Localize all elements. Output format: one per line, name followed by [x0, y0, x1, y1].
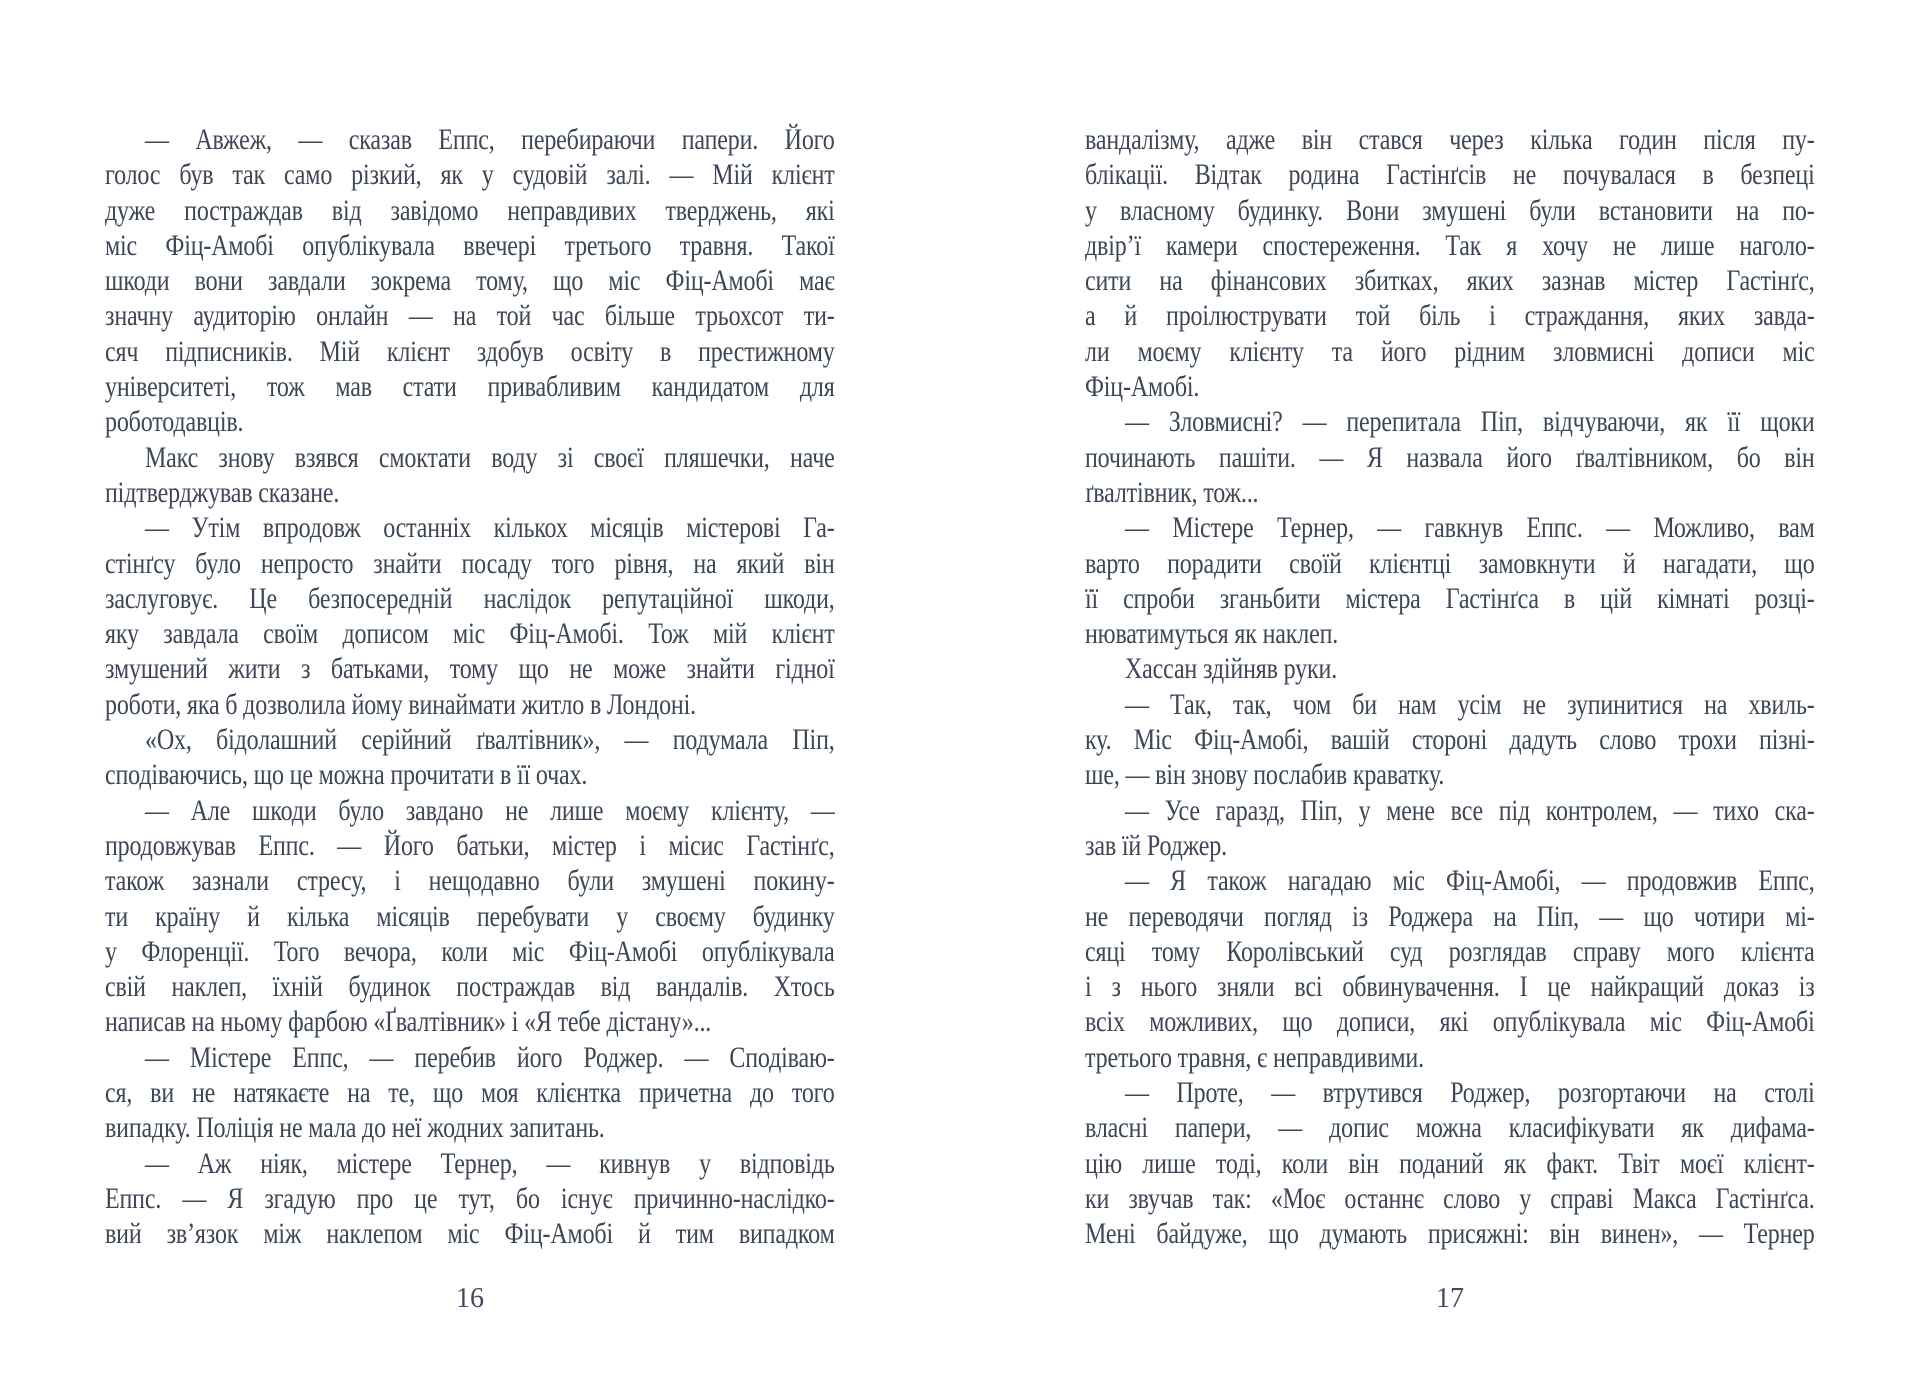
text-line: ки звучав так: «Моє останнє слово у справі Макса Гастінґса. — [1085, 1181, 1815, 1215]
text-line: Еппс. — Я згадую про це тут, бо існує причинно-наслідко- — [105, 1181, 835, 1215]
text-line: міс Фіц-Амобі опублікувала ввечері третього травня. Такої — [105, 228, 835, 262]
text-line: написав на ньому фарбою «Ґвалтівник» і «Я тебе дістану»... — [105, 1005, 712, 1039]
text-line: її спроби зганьбити містера Гастінґса в цій кімнаті розці- — [1085, 581, 1815, 615]
text-line: — Я також нагадаю міс Фіц-Амобі, — продовжив Еппс, — [1125, 864, 1815, 898]
text-line: блікації. Відтак родина Гастінґсів не почувалася в безпеці — [1085, 158, 1815, 192]
text-line: Макс знову взявся смоктати воду зі своєї пляшечки, наче — [145, 440, 835, 474]
text-line: голос був так само різкий, як у судовій залі. — Мій клієнт — [105, 158, 835, 192]
text-line: роботи, яка б дозволила йому винаймати житло в Лондоні. — [105, 687, 696, 721]
text-line: — Містере Тернер, — гавкнув Еппс. — Можливо, вам — [1125, 511, 1815, 545]
text-line: також зазнали стресу, і нещодавно були змушені покину- — [105, 864, 835, 898]
text-line: яку завдала своїм дописом міс Фіц-Амобі. Тож мій клієнт — [105, 617, 835, 651]
text-line: вий зв’язок між наклепом міс Фіц-Амобі й тим випадком — [105, 1217, 835, 1251]
text-line: і з нього зняли всі обвинувачення. І це найкращий доказ із — [1085, 970, 1815, 1004]
text-line: — Містере Еппс, — перебив його Роджер. — Сподіваю- — [145, 1040, 835, 1074]
text-line: зав їй Роджер. — [1085, 828, 1227, 862]
text-line: сяч підписників. Мій клієнт здобув освіту в престижному — [105, 334, 835, 368]
text-line: університеті, тож мав стати привабливим кандидатом для — [105, 370, 835, 404]
text-line: роботодавців. — [105, 405, 244, 439]
text-line: сподіваючись, що це можна прочитати в її очах. — [105, 758, 588, 792]
text-line: — Проте, — втрутився Роджер, розгортаючи на столі — [1125, 1076, 1815, 1110]
text-line: — Аж ніяк, містере Тернер, — кивнув у відповідь — [145, 1146, 835, 1180]
text-line: всіх можливих, що дописи, які опублікувала міс Фіц-Амобі — [1085, 1005, 1815, 1039]
page-column-left — [105, 122, 835, 1252]
text-line: — Авжеж, — сказав Еппс, перебираючи папери. Його — [145, 123, 835, 156]
text-line: ся, ви не натякаєте на те, що моя клієнтка причетна до того — [105, 1076, 835, 1110]
text-line: продовжував Еппс. — Його батьки, містер і місис Гастінґс, — [105, 828, 835, 862]
text-line: — Так, так, чом би нам усім не зупинитися на хвиль- — [1125, 687, 1815, 721]
text-line: ше, — він знову послабив краватку. — [1085, 758, 1445, 792]
text-line: стінґсу було непросто знайти посаду того рівня, на який він — [105, 546, 835, 580]
text-line: значну аудиторію онлайн — на той час більше трьохсот ти- — [105, 299, 835, 333]
text-line: власні папери, — допис можна класифікувати як дифама- — [1085, 1111, 1815, 1145]
text-line: «Ох, бідолашний серійний ґвалтівник», — подумала Піп, — [145, 723, 835, 757]
page-number-right: 17 — [1436, 1283, 1464, 1314]
text-line: цію лише тоді, коли він поданий як факт. Твіт моєї клієнт- — [1085, 1146, 1815, 1180]
text-line: починають пашіти. — Я назвала його ґвалтівником, бо він — [1085, 440, 1815, 474]
text-line: ку. Міс Фіц-Амобі, вашій стороні дадуть слово трохи пізні- — [1085, 723, 1815, 757]
text-line: сити на фінансових збитках, яких зазнав містер Гастінґс, — [1085, 264, 1815, 298]
text-line: у власному будинку. Вони змушені були встановити на по- — [1085, 193, 1815, 227]
text-line: ли моєму клієнту та його рідним зловмисні дописи міс — [1085, 334, 1815, 368]
text-line: третього травня, є неправдивими. — [1085, 1040, 1424, 1074]
text-line: — Але шкоди було завдано не лише моєму клієнту, — — [145, 793, 835, 827]
text-line: випадку. Поліція не мала до неї жодних запитань. — [105, 1111, 605, 1145]
text-line: свій наклеп, їхній будинок постраждав від вандалів. Хтось — [105, 970, 835, 1004]
text-line: змушений жити з батьками, тому що не може знайти гідної — [105, 652, 835, 686]
text-line: — Утім впродовж останніх кількох місяців містерові Га- — [145, 511, 835, 545]
text-line: а й проілюструвати той біль і страждання, яких завда- — [1085, 299, 1815, 333]
text-line: — Зловмисні? — перепитала Піп, відчуваючи, як її щоки — [1125, 405, 1815, 439]
text-line: Мені байдуже, що думають присяжні: він винен», — Тернер — [1085, 1217, 1815, 1251]
text-line: варто порадити своїй клієнтці замовкнути й нагадати, що — [1085, 546, 1815, 580]
text-line: вандалізму, адже він стався через кілька годин після пу- — [1085, 123, 1815, 156]
text-line: сяці тому Королівський суд розглядав справу мого клієнта — [1085, 934, 1815, 968]
page-number-left: 16 — [456, 1283, 484, 1314]
page-column-right — [1085, 122, 1815, 1252]
text-line: ґвалтівник, тож... — [1085, 475, 1259, 509]
text-line: Хассан здійняв руки. — [1125, 652, 1338, 686]
text-line: підтверджував сказане. — [105, 475, 340, 509]
text-line: не переводячи погляд із Роджера на Піп, — що чотири мі- — [1085, 899, 1815, 933]
text-line: Фіц-Амобі. — [1085, 370, 1200, 404]
text-line: ти країну й кілька місяців перебувати у своєму будинку — [105, 899, 835, 933]
text-line: нюватимуться як наклеп. — [1085, 617, 1339, 651]
text-line: у Флоренції. Того вечора, коли міс Фіц-Амобі опублікувала — [105, 934, 835, 968]
text-line: шкоди вони завдали зокрема тому, що міс Фіц-Амобі має — [105, 264, 835, 298]
text-line: двір’ї камери спостереження. Так я хочу не лише наголо- — [1085, 228, 1815, 262]
text-line: дуже постраждав від завідомо неправдивих тверджень, які — [105, 193, 835, 227]
text-line: — Усе гаразд, Піп, у мене все під контролем, — тихо ска- — [1125, 793, 1815, 827]
text-line: заслуговує. Це безпосередній наслідок репутаційної шкоди, — [105, 581, 835, 615]
